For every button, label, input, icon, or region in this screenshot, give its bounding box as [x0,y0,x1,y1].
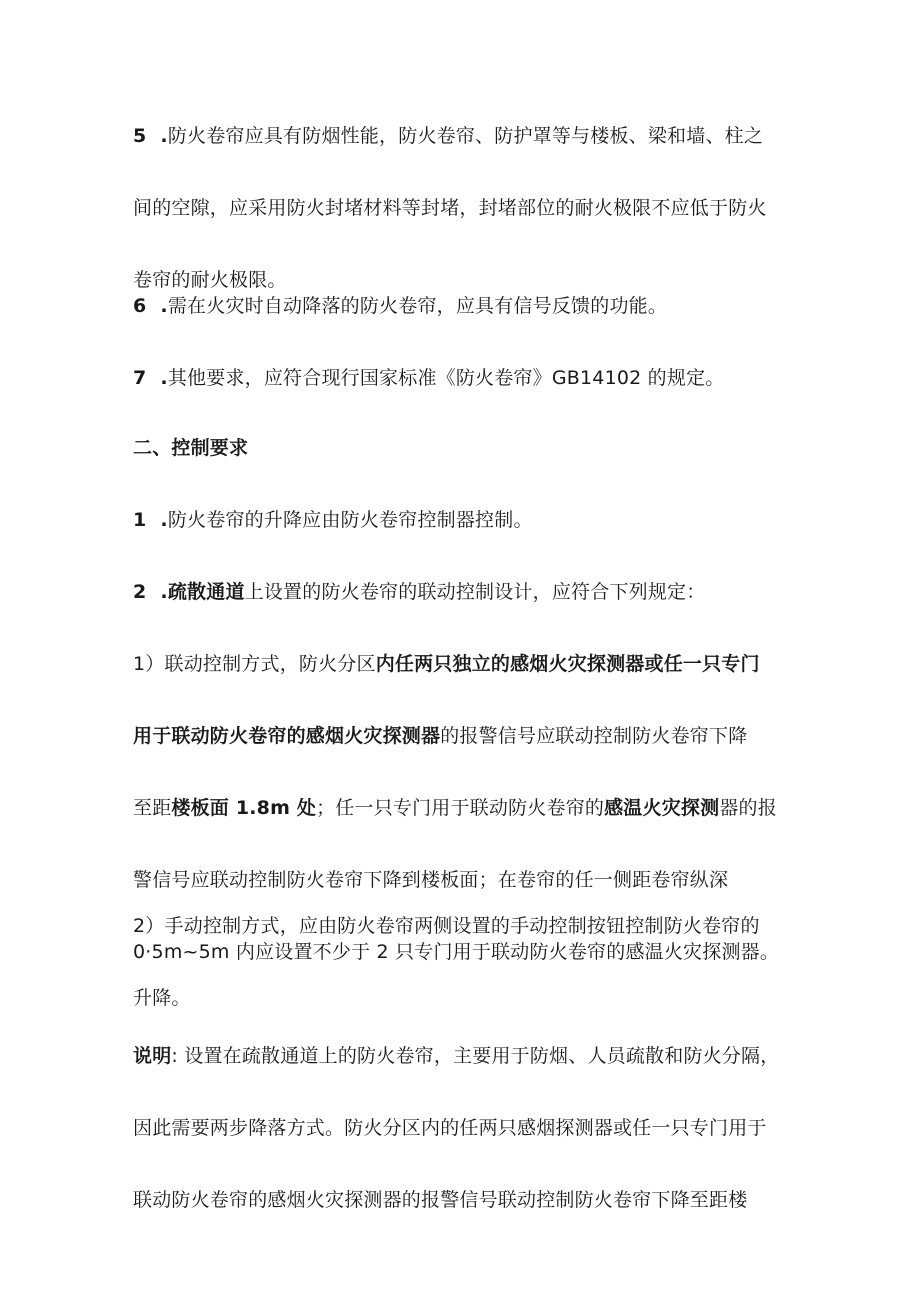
bold-term: 用于联动防火卷帘的感烟火灾探测器 [133,725,441,747]
item-dot: . [160,581,168,603]
paragraph-control-1 [133,484,803,556]
note-text: : 设置在疏散通道上的防火卷帘，主要用于防烟、人员疏散和防火分隔， [171,1045,780,1067]
paragraph-item-6 [133,270,803,342]
bold-term: 楼板面 1.8m 处 [171,797,317,819]
bold-term: 感温火灾探测 [604,797,720,819]
note-text-line: 因此需要两步降落方式。防火分区内的任两只感烟探测器或任一只专门用于 [133,1117,767,1139]
sub-text: 的报警信号应联动控制防火卷帘下降 [440,725,748,747]
bold-term: 疏散通道 [167,581,245,603]
paragraph-text: 需在火灾时自动降落的防火卷帘，应具有信号反馈的功能。 [167,295,668,317]
item-dot: . [160,295,168,317]
paragraph-text: 其他要求，应符合现行国家标准《防火卷帘》GB14102 的规定。 [167,367,725,389]
item-number: 1 [133,509,147,531]
paragraph-text-line: 卷帘的耐火极限。 [133,269,287,291]
item-number: 6 [133,295,147,317]
paragraph-text: 防火卷帘的升降应由防火卷帘控制器控制。 [167,509,533,531]
item-dot: . [160,509,168,531]
sub-text: 1）联动控制方式，防火分区 [133,653,376,675]
sub-text-line: 升降。 [133,987,191,1009]
paragraph-text: 上设置的防火卷帘的联动控制设计，应符合下列规定： [244,581,706,603]
item-dot: . [160,125,168,147]
paragraph-text-line: 防火卷帘应具有防烟性能，防火卷帘、防护罩等与楼板、梁和墙、柱之 [167,125,764,147]
paragraph-control-2 [133,556,803,628]
item-dot: . [160,367,168,389]
paragraph-text-line: 间的空隙，应采用防火封堵材料等封堵，封堵部位的耐火极限不应低于防火 [133,197,767,219]
sub-text: 器的报 [719,797,777,819]
paragraph-item-7 [133,342,803,414]
item-number: 7 [133,367,147,389]
sub-text-line: 0·5m~5m 内应设置不少于 2 只专门用于联动防火卷帘的感温火灾探测器。 [133,941,780,963]
sub-text-line: 警信号应联动控制防火卷帘下降到楼板面；在卷帘的任一侧距卷帘纵深 [133,869,729,891]
section-heading [133,412,803,484]
item-number: 5 [133,125,147,147]
section-title: 二、控制要求 [133,437,249,459]
sub-text: ；任一只专门用于联动防火卷帘的 [316,797,605,819]
note-label: 说明 [133,1045,172,1067]
note-text-line: 联动防火卷帘的感烟火灾探测器的报警信号联动控制防火卷帘下降至距楼 [133,1189,748,1211]
sub-text: 至距 [133,797,172,819]
item-number: 2 [133,581,147,603]
paragraph-note [133,1020,803,1236]
sub-text-line: 2）手动控制方式，应由防火卷帘两侧设置的手动控制按钮控制防火卷帘的 [133,915,760,937]
bold-term: 内任两只独立的感烟火灾探测器或任一只专门 [375,653,760,675]
paragraph-sub-2 [133,890,803,1034]
